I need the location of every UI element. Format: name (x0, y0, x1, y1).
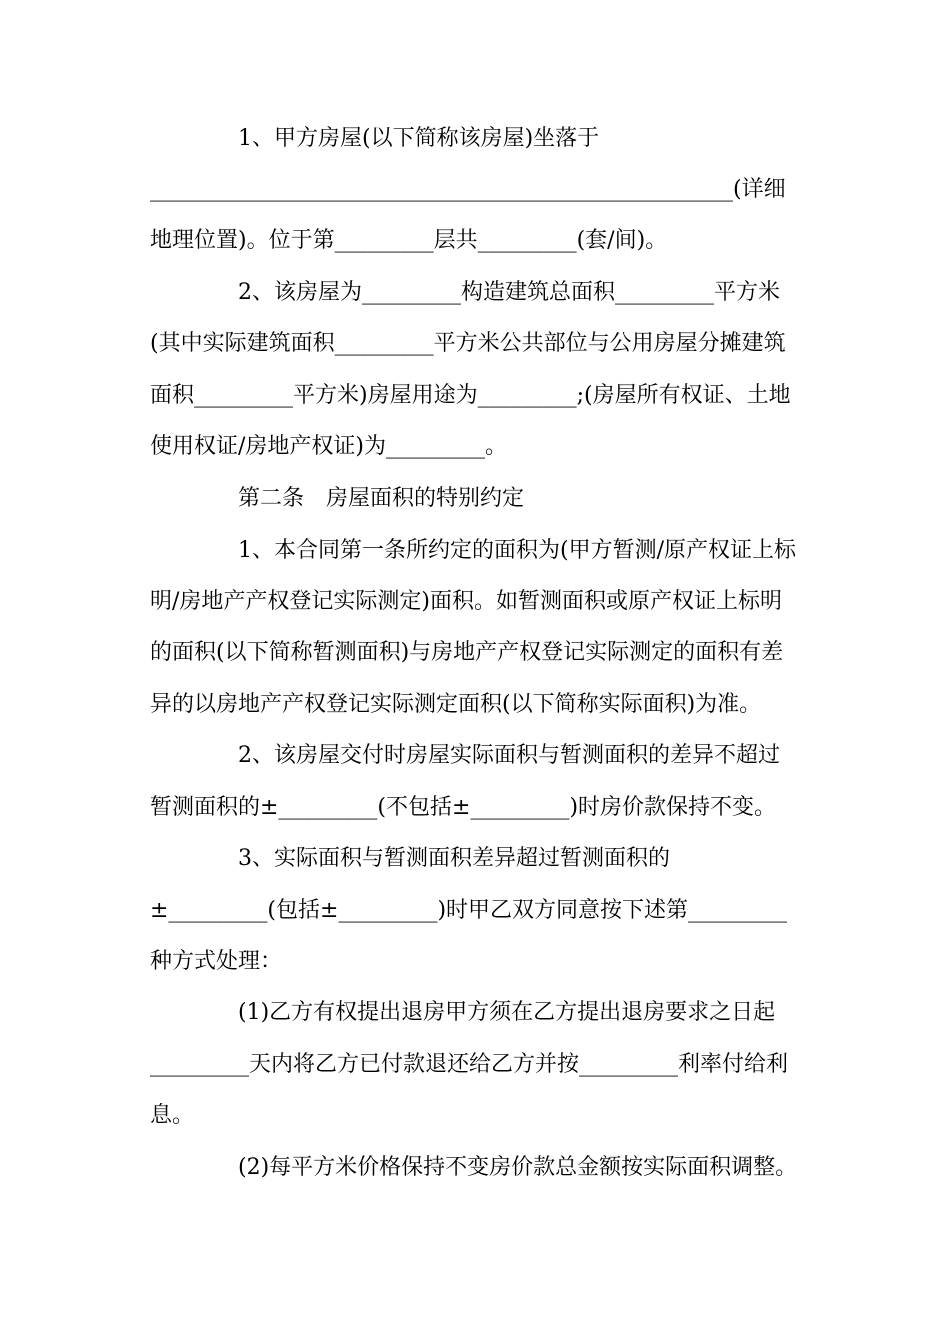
text-line: (2)每平方米价格保持不变房价款总金额按实际面积调整。 (238, 1155, 798, 1180)
text-line: _________天内将乙方已付款退还给乙方并按_________利率付给利 (150, 1052, 789, 1077)
text-line: 1、本合同第一条所约定的面积为(甲方暂测/原产权证上标 (238, 538, 796, 563)
text-line: 明/房地产产权登记实际测定)面积。如暂测面积或原产权证上标明 (150, 589, 782, 614)
text-line: 暂测面积的±_________(不包括±_________)时房价款保持不变。 (150, 795, 777, 820)
text-line: 的面积(以下简称暂测面积)与房地产产权登记实际测定的面积有差 (150, 640, 784, 665)
text-line: 息。 (150, 1103, 195, 1128)
text-line: (1)乙方有权提出退房甲方须在乙方提出退房要求之日起 (238, 1000, 776, 1025)
text-line: ±_________(包括±_________)时甲乙双方同意按下述第_________ (150, 898, 788, 923)
text-line: (其中实际建筑面积_________平方米公共部位与公用房屋分摊建筑 (150, 331, 786, 356)
text-line: 种方式处理： (150, 949, 283, 974)
text-line: 使用权证/房地产权证)为_________。 (150, 434, 507, 459)
text-line: 2、该房屋交付时房屋实际面积与暂测面积的差异不超过 (238, 743, 780, 768)
text-line: 面积_________平方米)房屋用途为_________;(房屋所有权证、土地 (150, 383, 791, 408)
text-line: 地理位置)。位于第_________层共_________(套/间)。 (150, 228, 668, 253)
text-line: 异的以房地产产权登记实际测定面积(以下简称实际面积)为准。 (150, 692, 762, 717)
section-heading: 第二条 房屋面积的特别约定 (238, 486, 525, 511)
text-line: 3、实际面积与暂测面积差异超过暂测面积的 (238, 846, 670, 871)
text-line: 1、甲方房屋(以下简称该房屋)坐落于 (238, 126, 600, 151)
text-line: _____________________________________________________(详细 (150, 177, 786, 202)
text-line: 2、该房屋为_________构造建筑总面积_________平方米 (238, 280, 780, 305)
